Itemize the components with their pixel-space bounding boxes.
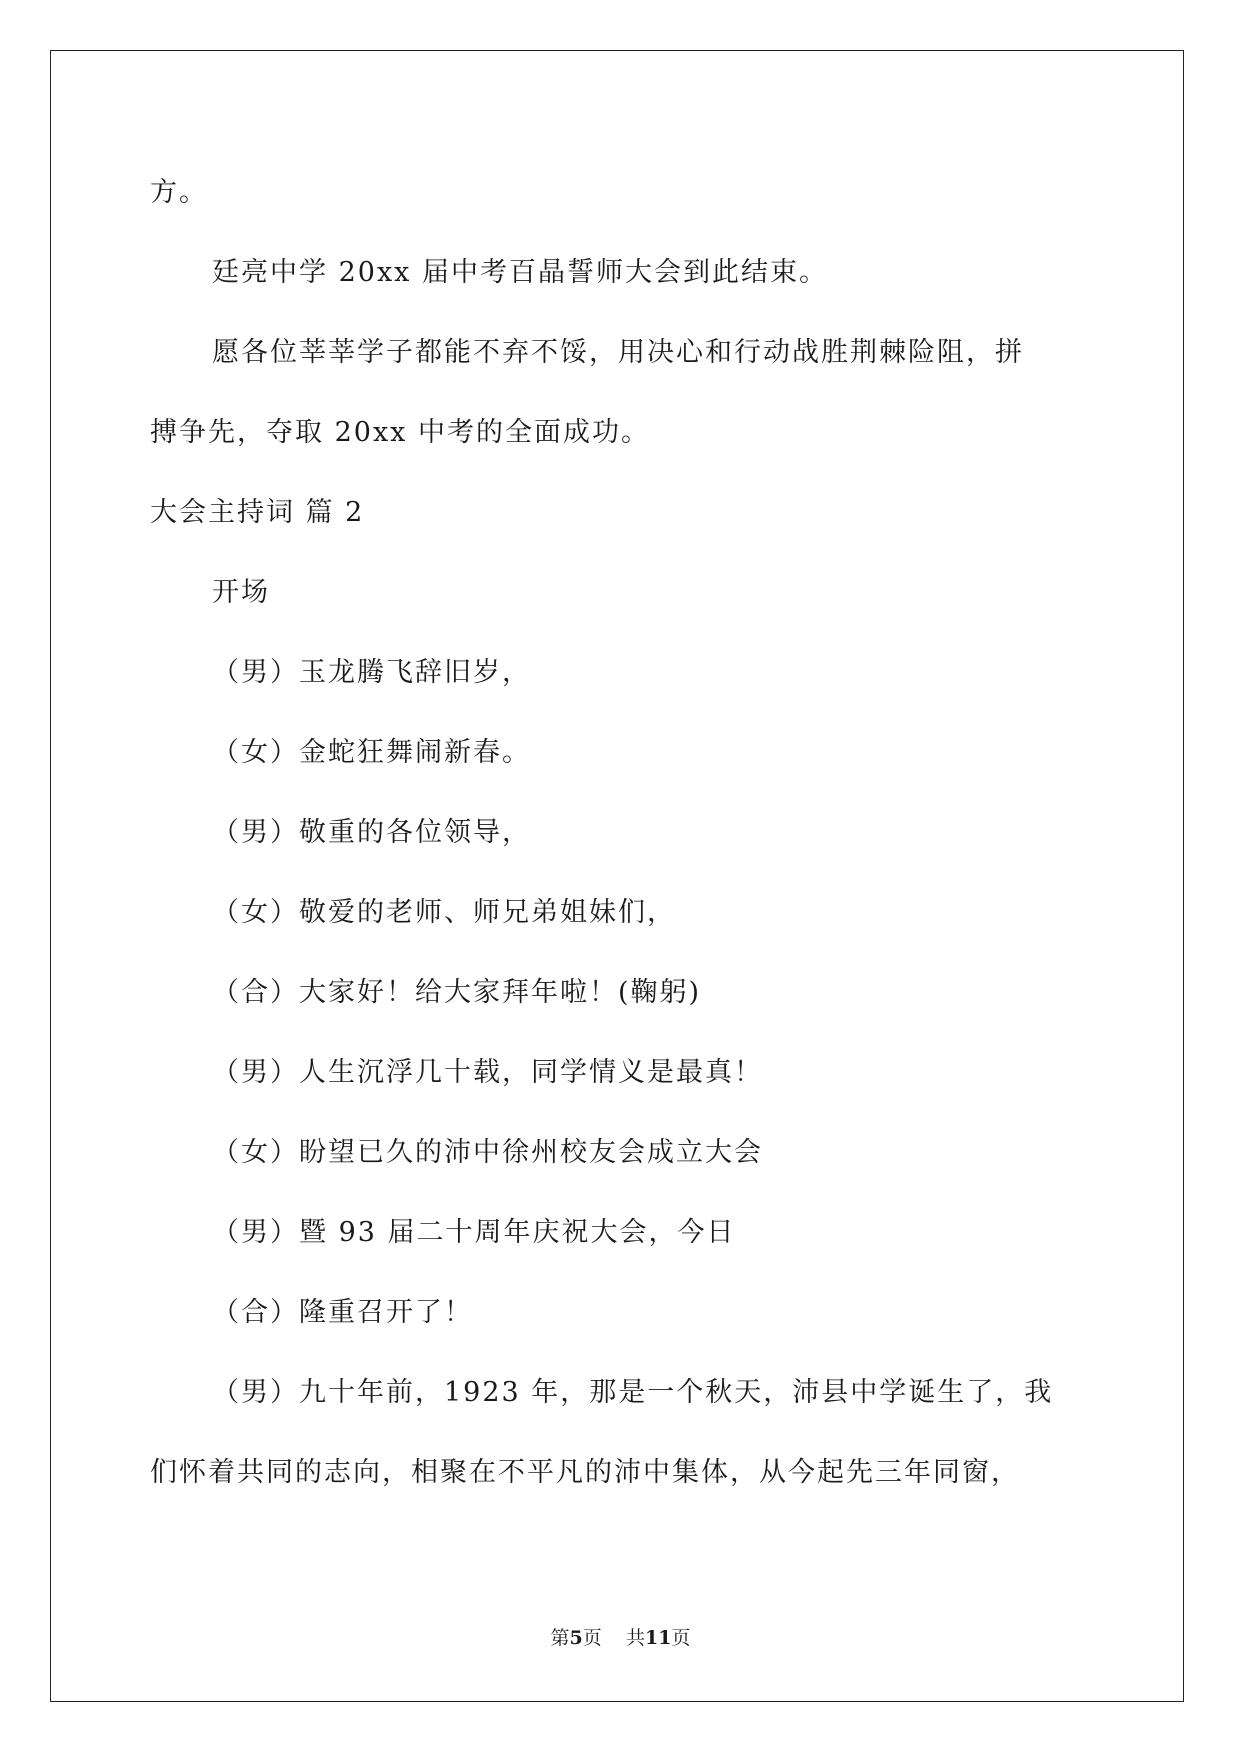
dialogue-line: （男）人生沉浮几十载，同学情义是最真！	[212, 1057, 763, 1088]
paragraph-line: 方。	[150, 177, 208, 208]
dialogue-line: （女）敬爱的老师、师兄弟姐妹们，	[212, 897, 676, 928]
paragraph-line: 开场	[212, 577, 270, 608]
dialogue-line: （合）大家好！给大家拜年啦！(鞠躬)	[212, 977, 702, 1008]
section-heading: 大会主持词 篇 2	[150, 497, 365, 528]
footer-total-prefix: 共	[625, 1627, 645, 1649]
dialogue-line: （女）金蛇狂舞闹新春。	[212, 737, 531, 768]
footer-total-number: 11	[644, 1627, 672, 1649]
paragraph-line: 愿各位莘莘学子都能不弃不馁，用决心和行动战胜荆棘险阻，拼	[212, 337, 1024, 368]
page-footer	[0, 1626, 1241, 1650]
paragraph-line: 搏争先，夺取 20xx 中考的全面成功。	[150, 417, 650, 448]
footer-page-number: 5	[569, 1627, 583, 1649]
dialogue-line: （男）玉龙腾飞辞旧岁，	[212, 657, 531, 688]
dialogue-line: （女）盼望已久的沛中徐州校友会成立大会	[212, 1137, 763, 1168]
dialogue-line: （男）暨 93 届二十周年庆祝大会，今日	[212, 1217, 736, 1248]
footer-page-prefix: 第	[550, 1627, 570, 1649]
dialogue-line: （男）敬重的各位领导，	[212, 817, 531, 848]
footer-total-suffix: 页	[671, 1627, 691, 1649]
dialogue-line: （合）隆重召开了！	[212, 1297, 473, 1328]
dialogue-line: （男）九十年前，1923 年，那是一个秋天，沛县中学诞生了，我	[212, 1377, 1054, 1408]
paragraph-line: 们怀着共同的志向，相聚在不平凡的沛中集体，从今起先三年同窗，	[150, 1457, 1020, 1488]
footer-page-suffix: 页	[582, 1627, 602, 1649]
paragraph-line: 廷亮中学 20xx 届中考百晶誓师大会到此结束。	[212, 257, 828, 288]
